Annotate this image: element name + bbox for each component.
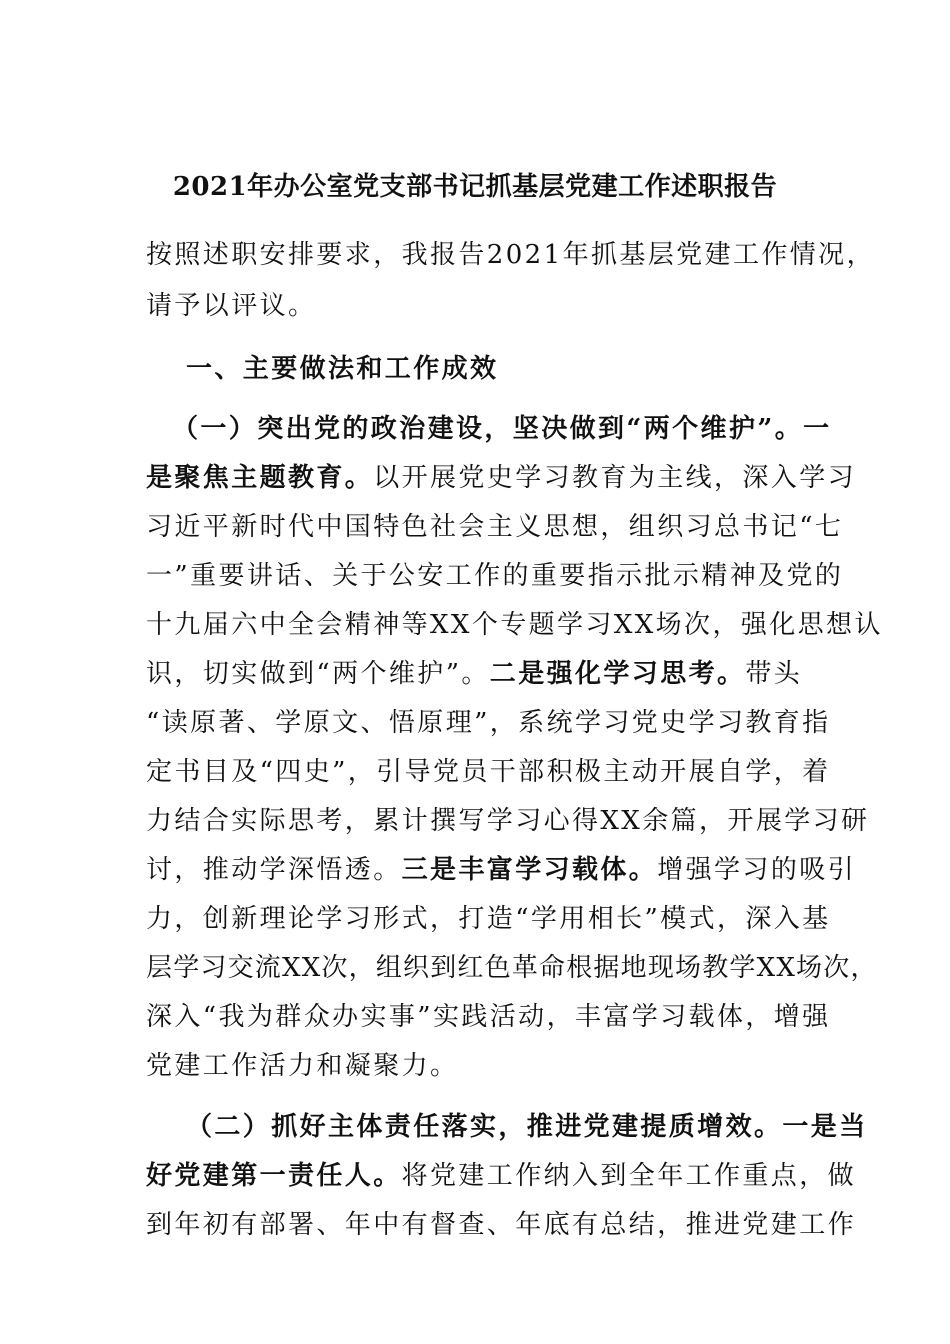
paragraph-line: 深入“我为群众办实事”实践活动，丰富学习载体，增强 [146, 1002, 831, 1032]
paragraph-line: 一”重要讲话、关于公安工作的重要指示批示精神及党的 [146, 561, 844, 591]
paragraph-line: “读原著、学原文、悟原理”，系统学习党史学习教育指 [146, 708, 831, 738]
intro-text: 按照述职安排要求，我报告2021年抓基层党建工作情况， [146, 240, 875, 270]
body-text: 以开展党史学习教育为主线，深入学习 [373, 463, 857, 493]
paragraph-line [146, 653, 802, 690]
body-text: 增强学习的吸引 [657, 855, 857, 885]
intro-line [146, 234, 875, 271]
bold-text: 三是丰富学习载体。 [401, 855, 658, 885]
intro-text: 请予以评议。 [146, 291, 317, 321]
document-title: 2021年办公室党支部书记抓基层党建工作述职报告 [172, 172, 778, 202]
body-text: 识，切实做到“两个维护”。 [146, 659, 490, 689]
bold-text: 好党建第一责任人。 [146, 1161, 402, 1191]
bold-text: 一是当 [782, 1112, 868, 1142]
paragraph-line: 党建工作活力和凝聚力。 [146, 1051, 459, 1081]
paragraph-line [146, 457, 856, 494]
paragraph-line [146, 849, 856, 886]
intro-line [146, 285, 316, 322]
paragraph-line [186, 1106, 868, 1143]
paragraph-line: 力结合实际思考，累计撰写学习心得XX余篇，开展学习研 [146, 806, 870, 836]
bold-text: 二是强化学习思考。 [489, 659, 746, 689]
bold-text: 是聚焦主题教育。 [146, 463, 374, 493]
subsection-heading: （二）抓好主体责任落实，推进党建提质增效。 [186, 1112, 783, 1142]
paragraph-line [146, 1155, 856, 1192]
section-heading: 一、主要做法和工作成效 [186, 354, 499, 384]
paragraph-line: 力，创新理论学习形式，打造“学用相长”模式，深入基 [146, 904, 831, 934]
subsection-heading: （一）突出党的政治建设，坚决做到“两个维护”。 [172, 414, 804, 444]
paragraph-line: 习近平新时代中国特色社会主义思想，组织习总书记“七 [146, 512, 844, 542]
body-text: 带头 [745, 659, 803, 689]
bold-text: 一 [803, 414, 832, 444]
body-text: 讨，推动学深悟透。 [146, 855, 402, 885]
body-text: 将党建工作纳入到全年工作重点，做 [401, 1161, 857, 1191]
paragraph-line: 定书目及“四史”，引导党员干部积极主动开展自学，着 [146, 757, 831, 787]
paragraph-line [172, 408, 832, 445]
paragraph-line: 层学习交流XX次，组织到红色革命根据地现场教学XX场次， [146, 953, 878, 983]
paragraph-line: 到年初有部署、年中有督查、年底有总结，推进党建工作 [146, 1210, 857, 1240]
paragraph-line: 十九届六中全会精神等XX个专题学习XX场次，强化思想认 [146, 610, 883, 640]
